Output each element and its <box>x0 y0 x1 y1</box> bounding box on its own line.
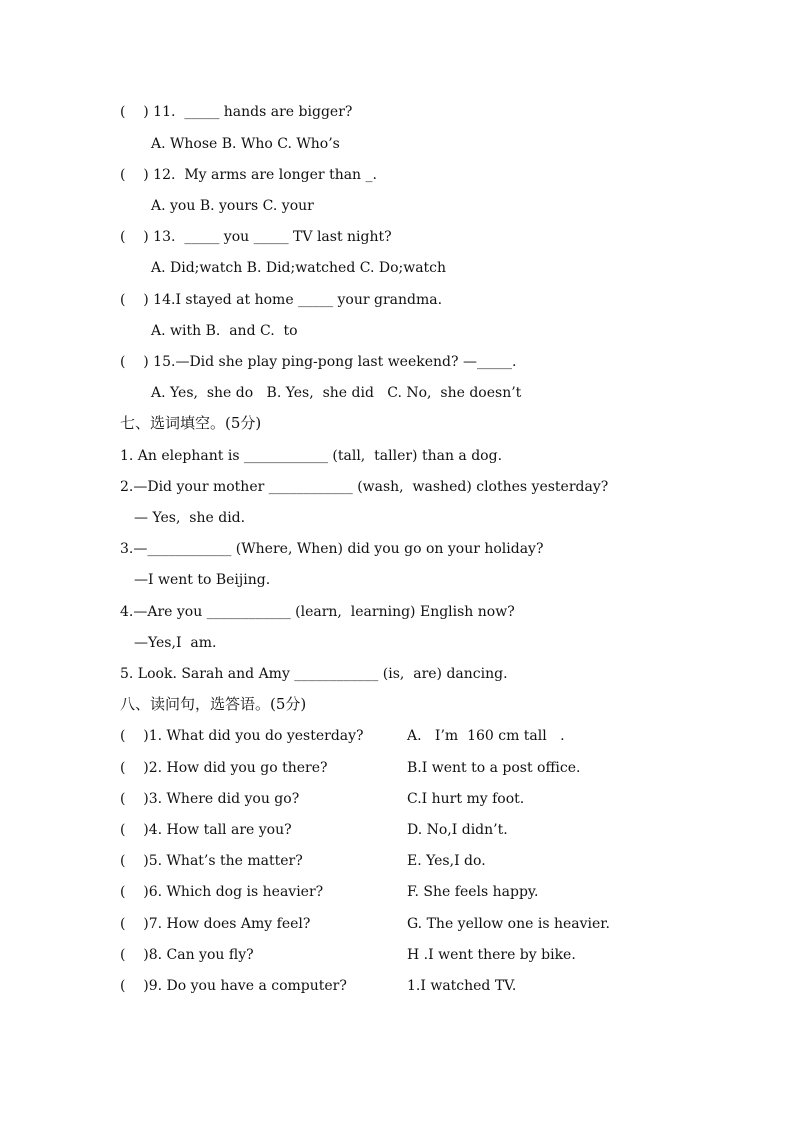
section-7-title: 七、选词填空。(5分) <box>120 414 262 432</box>
match-question-5: ( )5. What’s the matter? <box>120 853 303 869</box>
match-answer-a: A. I’m 160 cm tall . <box>407 728 565 744</box>
fill-line-2-answer: — Yes, she did. <box>134 510 246 526</box>
options-14: A. with B. and C. to <box>151 323 298 339</box>
match-answer-f: F. She feels happy. <box>407 884 539 900</box>
question-15: ( ) 15.—Did she play ping-pong last weekend? —_____. <box>120 354 517 370</box>
fill-line-4-answer: —Yes,I am. <box>134 635 217 651</box>
match-question-9: ( )9. Do you have a computer? <box>120 978 347 994</box>
match-question-3: ( )3. Where did you go? <box>120 791 300 807</box>
question-12: ( ) 12. My arms are longer than _. <box>120 167 377 183</box>
question-11: ( ) 11. _____ hands are bigger? <box>120 104 353 120</box>
match-answer-h: H .I went there by bike. <box>407 947 576 963</box>
match-answer-g: G. The yellow one is heavier. <box>407 916 610 932</box>
match-answer-d: D. No,I didn’t. <box>407 822 508 838</box>
match-answer-i: 1.I watched TV. <box>407 978 517 994</box>
match-question-2: ( )2. How did you go there? <box>120 760 328 776</box>
section-8-title: 八、读问句，选答语。(5分) <box>120 695 307 713</box>
match-question-7: ( )7. How does Amy feel? <box>120 916 311 932</box>
fill-line-3-answer: —I went to Beijing. <box>134 572 271 588</box>
match-answer-e: E. Yes,I do. <box>407 853 486 869</box>
options-15: A. Yes, she do B. Yes, she did C. No, she doesn’t <box>151 385 522 401</box>
options-13: A. Did;watch B. Did;watched C. Do;watch <box>151 260 447 276</box>
match-question-8: ( )8. Can you fly? <box>120 947 254 963</box>
fill-line-1: 1. An elephant is ____________ (tall, taller) than a dog. <box>120 448 503 464</box>
fill-line-4: 4.—Are you ____________ (learn, learning) English now? <box>120 604 515 620</box>
fill-line-3: 3.—____________ (Where, When) did you go on your holiday? <box>120 541 544 557</box>
match-answer-b: B.I went to a post office. <box>407 760 581 776</box>
question-13: ( ) 13. _____ you _____ TV last night? <box>120 229 392 245</box>
fill-line-5: 5. Look. Sarah and Amy ____________ (is, are) dancing. <box>120 666 508 682</box>
match-question-1: ( )1. What did you do yesterday? <box>120 728 364 744</box>
question-14: ( ) 14.I stayed at home _____ your grandma. <box>120 292 443 308</box>
options-12: A. you B. yours C. your <box>151 198 314 214</box>
match-answer-c: C.I hurt my foot. <box>407 791 525 807</box>
match-question-6: ( )6. Which dog is heavier? <box>120 884 324 900</box>
match-question-4: ( )4. How tall are you? <box>120 822 292 838</box>
fill-line-2: 2.—Did your mother ____________ (wash, washed) clothes yesterday? <box>120 479 609 495</box>
options-11: A. Whose B. Who C. Who’s <box>151 136 340 152</box>
